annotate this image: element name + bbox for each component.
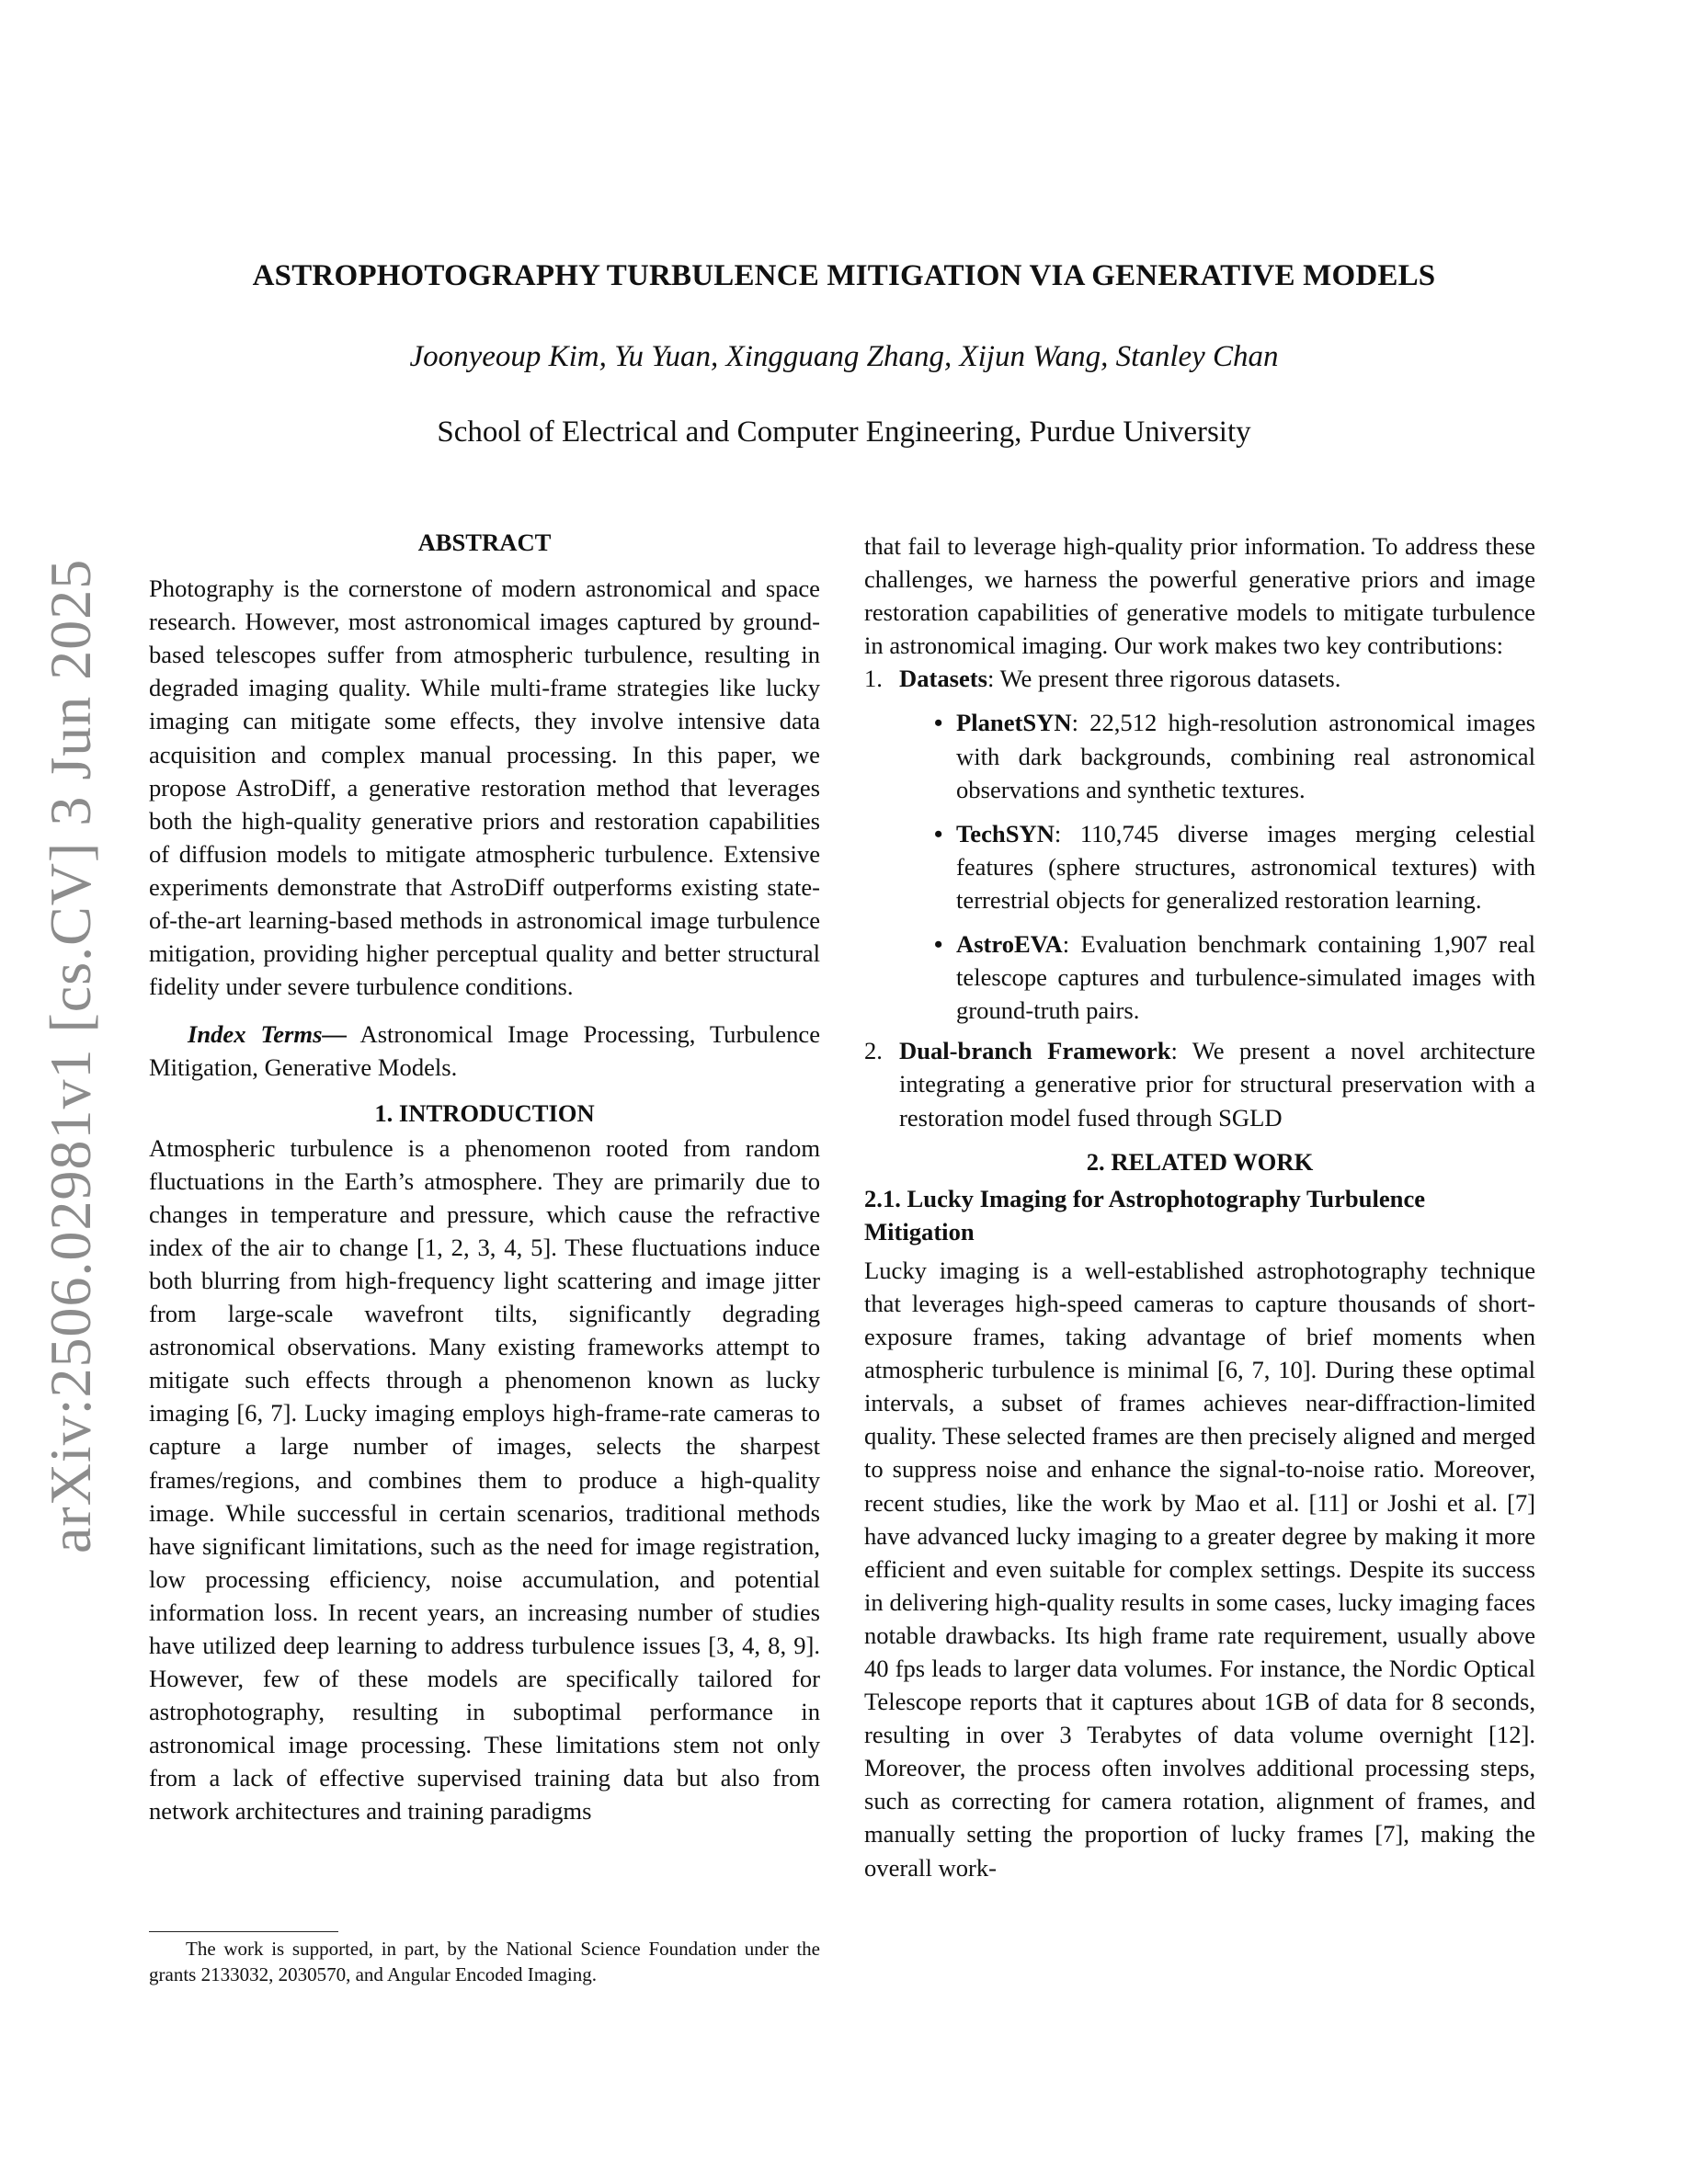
- introduction-heading: 1. INTRODUCTION: [374, 1098, 595, 1127]
- dataset-description: : Evaluation benchmark containing 1,907 real telescope captures and turbulence-simulated images with ground-truth pairs.: [956, 930, 1535, 1025]
- arxiv-identifier: arXiv:2506.02981v1 [cs.CV] 3 Jun 2025: [38, 558, 103, 1553]
- affiliation: School of Electrical and Computer Engineering, Purdue University: [437, 415, 1251, 449]
- contribution-number: 1.: [864, 665, 883, 693]
- contribution-item: [864, 662, 1535, 695]
- dataset-description: : 22,512 high-resolution astronomical images with dark backgrounds, combining real astronomical observations and synthetic textures.: [956, 709, 1535, 803]
- list-item: [864, 817, 1535, 916]
- dataset-name: AstroEVA: [956, 930, 1063, 959]
- footnote: [149, 1936, 820, 1987]
- dataset-description: : 110,745 diverse images merging celestial features (sphere structures, astronomical textures) with terrestrial objects for generalized restoration learning.: [956, 819, 1535, 914]
- index-terms-text: Astronomical Image Processing, Turbulence Mitigation, Generative Models.: [149, 1020, 820, 1082]
- abstract-body: Photography is the cornerstone of modern astronomical and space research. However, most astronomical images captured by ground-based telescopes suffer from atmospheric turbulence, resulting in degraded imaging quality. While multi-frame strategies like lucky imaging can mitigate some effects, they involve intensive data acquisition and complex manual processing. In this paper, we propose AstroDiff, a generative restoration method that leverages both the high-quality generative priors and restoration capabilities of diffusion models to mitigate atmospheric turbulence. Extensive experiments demonstrate that AstroDiff outperforms existing state-of-the-art learning-based methods in astronomical image turbulence mitigation, providing higher perceptual quality and better structural fidelity under severe turbulence conditions.: [149, 574, 820, 1001]
- contribution-number: 2.: [864, 1037, 883, 1065]
- dataset-name: PlanetSYN: [956, 709, 1072, 737]
- contribution-label: Dual-branch Framework: [899, 1037, 1171, 1065]
- paper-title: ASTROPHOTOGRAPHY TURBULENCE MITIGATION VIA GENERATIVE MODELS: [252, 259, 1436, 292]
- bullet-icon: •: [934, 930, 943, 959]
- dataset-name: TechSYN: [956, 819, 1055, 847]
- contribution-text: [899, 1034, 1535, 1133]
- left-column: [149, 526, 820, 1828]
- footnote-text: The work is supported, in part, by the National Science Foundation under the grants 2133032, 2030570, and Angular Encoded Imaging.: [149, 1938, 820, 1985]
- introduction-continued: that fail to leverage high-quality prior information. To address these challenges, we harness the powerful generative priors and image restoration capabilities of generative models to mitigate turbulence in astronomical imaging. Our work makes two key contributions:: [864, 532, 1535, 660]
- contribution-item: [864, 1034, 1535, 1133]
- contribution-label: Datasets: [899, 665, 988, 693]
- contribution-description: : We present a novel architecture integrating a generative prior for structural preservation with a restoration model fused through SGLD: [899, 1037, 1535, 1132]
- contribution-text: [899, 662, 1535, 695]
- author-list: Joonyeoup Kim, Yu Yuan, Xingguang Zhang, Xijun Wang, Stanley Chan: [409, 340, 1279, 373]
- footnote-divider: [149, 1931, 338, 1932]
- bullet-icon: •: [934, 819, 943, 847]
- related-work-heading: 2. RELATED WORK: [1086, 1147, 1314, 1176]
- list-item: [864, 706, 1535, 805]
- related-work-body: Lucky imaging is a well-established astrophotography technique that leverages high-speed cameras to capture thousands of short-exposure frames, taking advantage of brief moments when atmospheric turbulence is minimal [6, 7, 10]. During these optimal intervals, a subset of frames achieves near-diffraction-limited quality. These selected frames are then precisely aligned and merged to suppress noise and enhance the signal-to-noise ratio. Moreover, recent studies, like the work by Mao et al. [11] or Joshi et al. [7] have advanced lucky imaging to a greater degree by making it more efficient and even suitable for complex settings. Despite its success in delivering high-quality results in some cases, lucky imaging faces notable drawbacks. Its high frame rate requirement, usually above 40 fps leads to larger data volumes. For instance, the Nordic Optical Telescope reports that it captures about 1GB of data for 8 seconds, resulting in over 3 Terabytes of data volume overnight [12]. Moreover, the process often involves additional processing steps, such as correcting for camera rotation, alignment of frames, and manually setting the proportion of lucky frames [7], making the overall work-: [864, 1256, 1535, 1882]
- contribution-description: : We present three rigorous datasets.: [987, 665, 1341, 693]
- bullet-icon: •: [934, 709, 943, 737]
- right-column: [864, 529, 1535, 1884]
- introduction-body: Atmospheric turbulence is a phenomenon rooted from random fluctuations in the Earth’s atmosphere. They are primarily due to changes in temperature and pressure, which cause the refractive index of the air to change [1, 2, 3, 4, 5]. These fluctuations induce both blurring from high-frequency light scattering and image jitter from large-scale wavefront tilts, significantly degrading astronomical observations. Many existing frameworks attempt to mitigate such effects through a phenomenon known as lucky imaging [6, 7]. Lucky imaging employs high-frame-rate cameras to capture a large number of images, selects the sharpest frames/regions, and combines them to produce a high-quality image. While successful in certain scenarios, traditional methods have significant limitations, such as the need for image registration, low processing efficiency, noise accumulation, and potential information loss. In recent years, an increasing number of studies have utilized deep learning to address turbulence issues [3, 4, 8, 9]. However, few of these models are specifically tailored for astrophotography, resulting in suboptimal performance in astronomical image processing. These limitations stem not only from a lack of effective supervised training data but also from network architectures and training paradigms: [149, 1133, 820, 1826]
- list-item: [864, 927, 1535, 1027]
- dataset-list: [864, 706, 1535, 1027]
- abstract-heading: ABSTRACT: [417, 529, 552, 556]
- index-terms-label: Index Terms—: [188, 1020, 348, 1049]
- subsection-heading: 2.1. Lucky Imaging for Astrophotography Turbulence Mitigation: [864, 1184, 1426, 1246]
- index-terms: [149, 1018, 820, 1084]
